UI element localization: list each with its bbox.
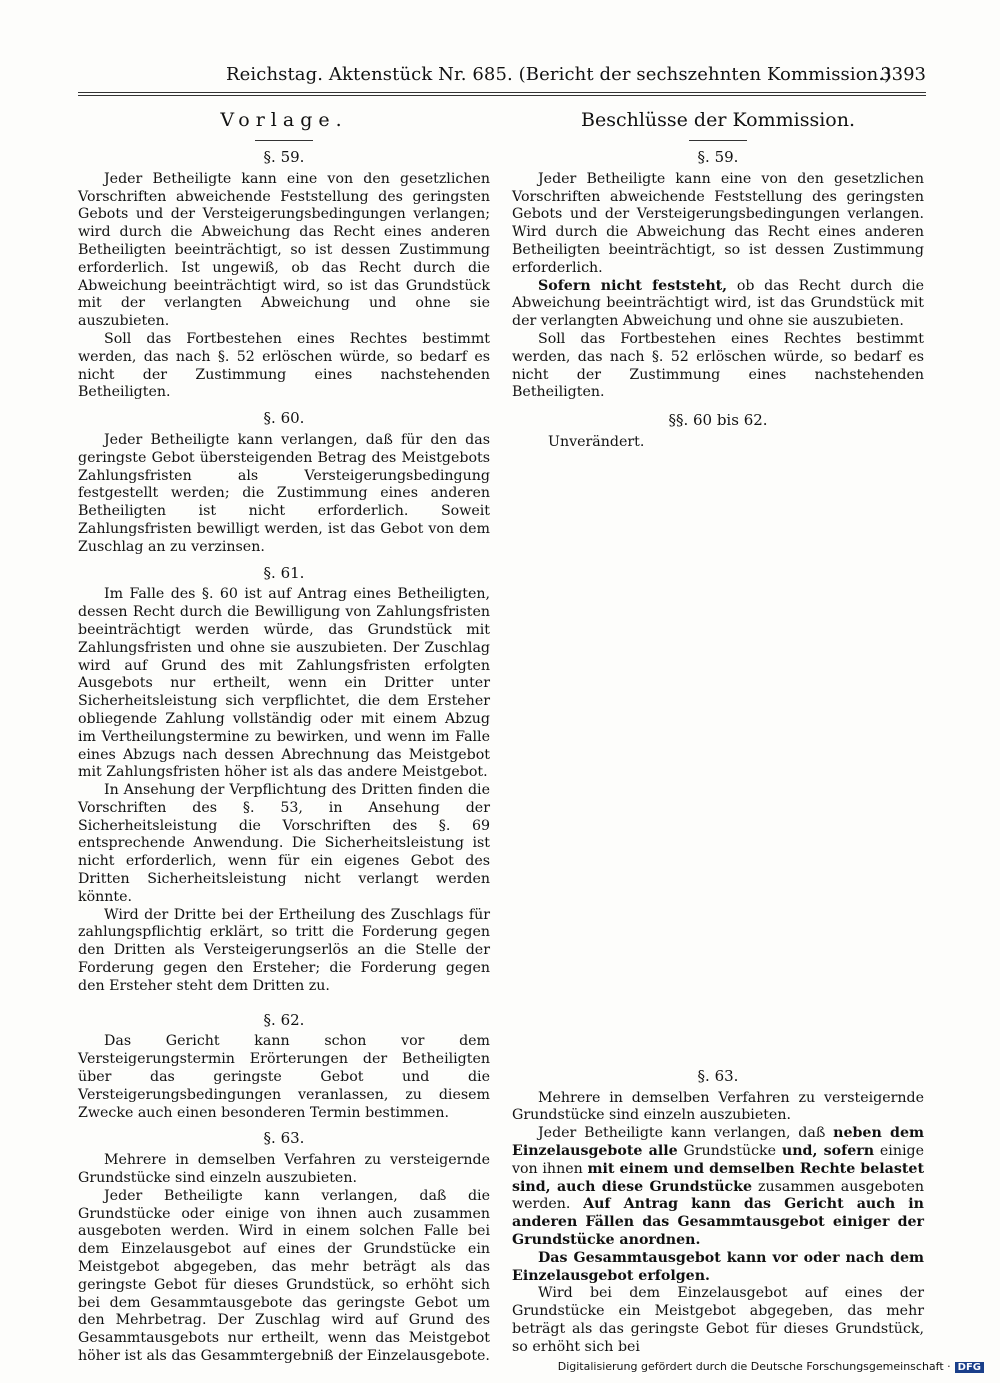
paragraph: Soll das Fortbestehen eines Rechtes bestimmt werden, das nach §. 52 erlöschen würde, so bedarf es nicht der Zustimmung eines nachstehenden Betheiligten.: [78, 330, 490, 401]
paragraph-text: einige von ihnen: [512, 1142, 924, 1177]
paragraph: Mehrere in demselben Verfahren zu versteigernde Grundstücke sind einzeln auszubieten.: [512, 1089, 924, 1124]
section-title: §. 63.: [263, 1129, 305, 1148]
section-title: §§. 60 bis 62.: [668, 411, 768, 430]
column-spacer: [512, 452, 924, 1060]
heading-rule: [255, 140, 313, 141]
dfg-logo: DFG: [955, 1362, 984, 1373]
column-heading-vorlage: Vorlage.: [220, 109, 348, 131]
bold-amendment: Sofern nicht feststeht,: [538, 277, 728, 294]
footer-credit: [558, 1360, 984, 1373]
section-title: §. 62.: [263, 1010, 305, 1029]
paragraph-text: Grundstücke: [677, 1142, 782, 1159]
page-header: [78, 64, 926, 88]
paragraph: Jeder Betheiligte kann eine von den gesetzlichen Vorschriften abweichende Feststellung des geringsten Gebots und der Versteigerungsbedingungen verlangen; wird durch die Abweichung das Recht eines anderen Betheiligten beeinträchtigt, so ist dessen Zustimmung erforderlich. Ist ungewiß, ob das Recht durch die Abweichung beeinträchtigt wird, so ist das Grundstück mit der verlangten Abweichung und ohne sie auszubieten.: [78, 170, 490, 330]
page-number: 3393: [880, 64, 926, 85]
column-beschluesse: [512, 108, 924, 1357]
bold-amendment: neben dem Einzelausgebote alle: [512, 1125, 924, 1159]
section-title: §. 59.: [697, 148, 739, 166]
paragraph: Im Falle des §. 60 ist auf Antrag eines Betheiligten, dessen Recht durch die Bewilligung von Zahlungsfristen beeinträchtigt werden würde, das Grundstück mit Zahlungsfristen und ohne sie auszubieten. Der Zuschlag wird auf Grund des mit Zahlungsfristen erfolgten Ausgebots nur ertheilt, wenn ein Dritter unter Sicherheitsleistung sich verpflichtet, die dem Ersteher obliegende Zahlung vollständig oder mit einem Abzug im Vertheilungstermine zu bewirken, und wenn im Falle eines Abzugs nach dessen Abrechnung das Meistgebot mit Zahlungsfristen höher ist als das andere Meistgebot.: [78, 586, 490, 781]
column-heading-beschluesse: Beschlüsse der Kommission.: [581, 109, 855, 131]
paragraph: Jeder Betheiligte kann verlangen, daß die Grundstücke oder einige von ihnen auch zusammen ausgeboten werden. Wird in einem solchen Falle bei dem Einzelausgebot auf eines der Grundstücke ein Meistgebot abgegeben, das mehr beträgt als das geringste Gebot für dieses Grundstück, so erhöht sich bei dem Gesammtausgebote das geringste Gebot um den Mehrbetrag. Der Zuschlag wird auf Grund des Gesammtausgebots nur ertheilt, wenn das Meistgebot höher ist als das Gesammtergebniß der Einzelausgebote.: [78, 1187, 490, 1364]
bold-amendment: mit einem und demselben Rechte belastet sind, auch diese Grundstücke: [512, 1160, 924, 1195]
bold-amendment: Auf Antrag kann das Gericht auch in anderen Fällen das Gesammtausgebot einiger der Grundstücke anordnen.: [512, 1196, 924, 1248]
paragraph: Jeder Betheiligte kann eine von den gesetzlichen Vorschriften abweichende Feststellung des geringsten Gebots und der Versteigerungsbedingungen verlangen. Wird durch die Abweichung das Recht eines anderen Betheiligten beeinträchtigt, so ist dessen Zustimmung erforderlich.: [512, 170, 924, 276]
paragraph: Wird der Dritte bei der Ertheilung des Zuschlags für zahlungspflichtig erklärt, so tritt die Forderung gegen den Dritten als Versteigerungserlös an die Stelle der Forderung gegen den Ersteher; die Forderung gegen den Ersteher steht dem Dritten zu.: [78, 906, 490, 994]
paragraph-text: Jeder Betheiligte kann verlangen, daß: [538, 1125, 834, 1142]
section-title: §. 60.: [263, 409, 305, 428]
bold-amendment: und, sofern: [781, 1142, 875, 1159]
paragraph: In Ansehung der Verpflichtung des Dritten finden die Vorschriften des §. 53, in Ansehung der Sicherheitsleistung die Vorschriften des §. 69 entsprechende Anwendung. Die Sicherheitsleistung ist nicht erforderlich, wenn für ein eigenes Gebot des Dritten Sicherheitsleistung nicht verlangt werden könnte.: [78, 782, 490, 905]
paragraph: Jeder Betheiligte kann verlangen, daß für den das geringste Gebot übersteigenden Betrag des Meistgebots Zahlungsfristen als Versteigerungsbedingung festgestellt werden; die Zustimmung eines anderen Betheiligten ist nicht erforderlich. Soweit Zahlungsfristen bewilligt werden, ist das Gebot von dem Zuschlag an zu verzinsen.: [78, 431, 490, 555]
paragraph: Das Gericht kann schon vor dem Versteigerungstermin Erörterungen der Betheiligten über das geringste Gebot und die Versteigerungsbedingungen veranlassen, zu diesem Zwecke auch einen besonderen Termin bestimmen.: [78, 1033, 490, 1121]
heading-rule: [689, 140, 747, 141]
paragraph: Soll das Fortbestehen eines Rechtes bestimmt werden, das nach §. 52 erlöschen würde, so bedarf es nicht der Zustimmung eines nachstehenden Betheiligten.: [512, 330, 924, 401]
paragraph: [512, 1125, 924, 1250]
paragraph: Mehrere in demselben Verfahren zu versteigernde Grundstücke sind einzeln auszubieten.: [78, 1152, 490, 1187]
paragraph: [512, 1250, 924, 1286]
paragraph-text: ob das Recht durch die Abweichung beeinträchtigt wird, ist das Grundstück mit der verlangten Abweichung und ohne sie auszubieten.: [512, 277, 925, 330]
header-rule-top: [78, 92, 926, 93]
section-title: §. 59.: [263, 148, 305, 166]
paragraph: Unverändert.: [548, 433, 645, 450]
paragraph: [512, 278, 924, 331]
paragraph: Wird bei dem Einzelausgebot auf eines der Grundstücke ein Meistgebot abgegeben, das mehr beträgt als das geringste Gebot für dieses Grundstück, so erhöht sich bei: [512, 1285, 924, 1355]
footer-text: Digitalisierung gefördert durch die Deutsche Forschungsgemeinschaft ·: [557, 1360, 951, 1373]
section-title: §. 63.: [697, 1066, 739, 1085]
column-vorlage: [78, 108, 490, 1366]
paragraph-text: zusammen ausgeboten werden.: [512, 1178, 924, 1213]
bold-amendment: Das Gesammtausgebot kann vor oder nach dem Einzelausgebot erfolgen.: [512, 1249, 924, 1284]
section-title: §. 61.: [263, 563, 305, 582]
header-rule-bottom: [78, 95, 926, 96]
header-title: Reichstag. Aktenstück Nr. 685. (Bericht der sechszehnten Kommission.): [226, 64, 892, 85]
